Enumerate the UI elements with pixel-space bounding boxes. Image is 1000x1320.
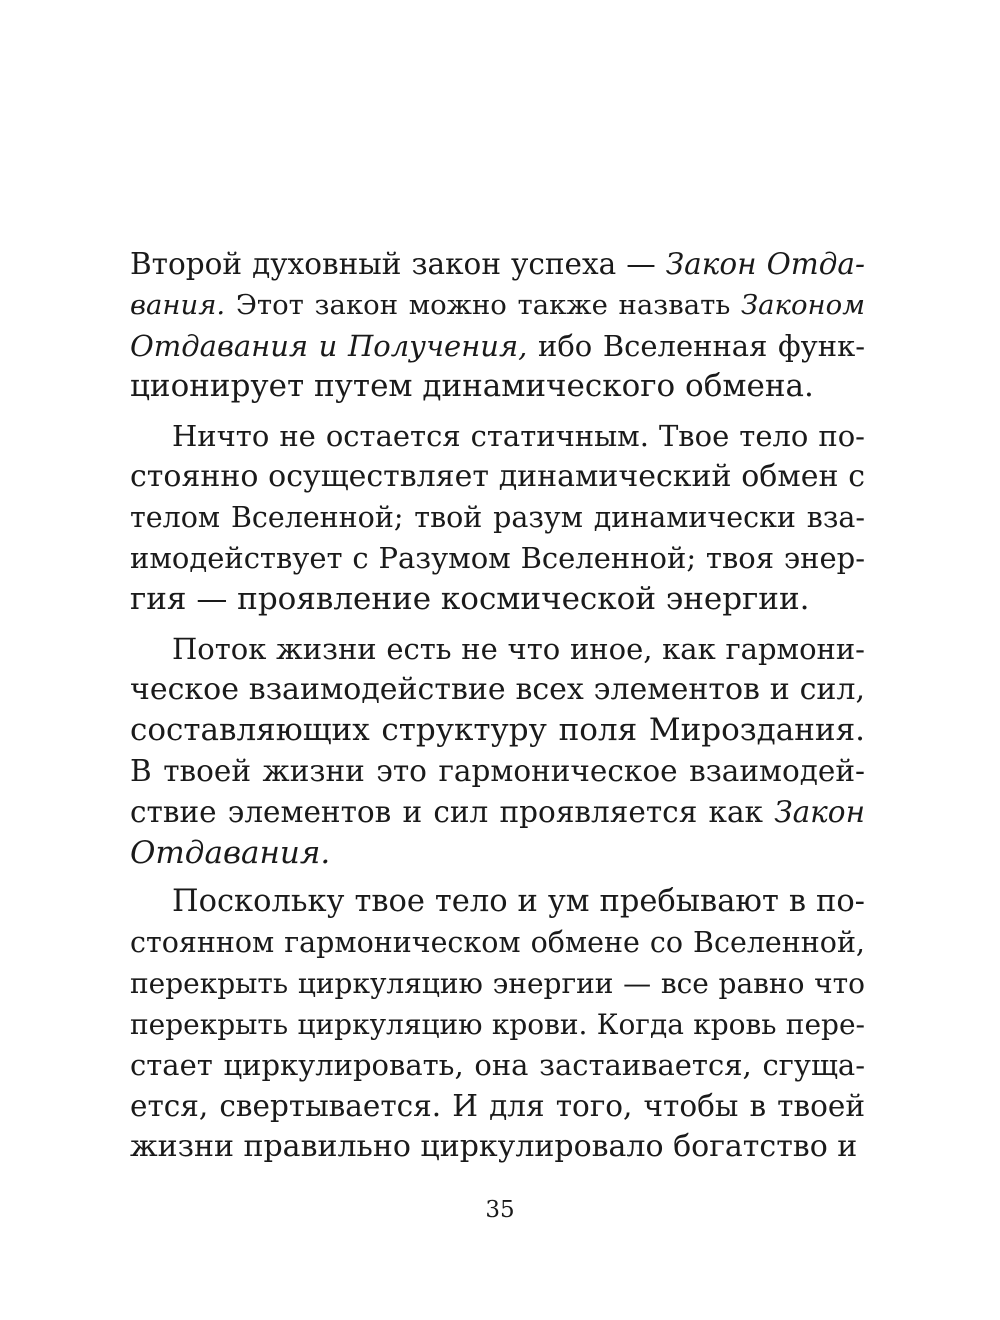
text-run: Этот закон можно также назвать xyxy=(225,288,742,321)
text-run: стоянно осуществляет динамический обмен с xyxy=(130,458,865,494)
text-line xyxy=(130,710,865,751)
text-line xyxy=(130,1005,865,1046)
text-run: гия — проявление космической энергии. xyxy=(130,581,810,617)
text-line xyxy=(130,670,865,711)
italic-term: вания. xyxy=(130,288,226,321)
text-line xyxy=(130,244,865,285)
text-line xyxy=(130,833,865,874)
text-run: стает циркулировать, она застаивается, сгуща- xyxy=(130,1048,865,1083)
text-run: Поскольку твое тело и ум пребывают в по- xyxy=(172,884,865,920)
paragraph-2 xyxy=(130,416,865,620)
text-run: В твоей жизни это гармоническое взаимодей- xyxy=(130,754,865,788)
text-line xyxy=(130,792,865,833)
text-line xyxy=(130,498,865,539)
text-line xyxy=(130,629,865,670)
italic-term: Закон xyxy=(774,794,865,829)
paragraph-gap xyxy=(130,873,865,882)
text-line xyxy=(130,326,865,367)
text-run: Поток жизни есть не что иное, как гармони- xyxy=(172,631,865,666)
italic-term: Отдавания и Получения, xyxy=(130,328,528,363)
paragraph-4 xyxy=(130,882,865,1167)
text-line xyxy=(130,366,865,407)
text-line xyxy=(130,538,865,579)
text-line xyxy=(130,882,865,923)
text-run: ибо Вселенная функ- xyxy=(527,328,865,363)
paragraph-gap xyxy=(130,407,865,416)
body-text xyxy=(130,244,865,1168)
text-run: стоянном гармоническом обмене со Вселенной, xyxy=(130,926,865,959)
text-run: ется, свертывается. И для того, чтобы в твоей xyxy=(130,1089,865,1123)
italic-term: Законом xyxy=(741,288,865,321)
text-line xyxy=(130,1086,865,1127)
text-line xyxy=(130,457,865,498)
text-line xyxy=(130,1127,865,1168)
text-run: имодействует с Разумом Вселенной; твоя энер- xyxy=(130,541,865,576)
text-run: ционирует путем динамического обмена. xyxy=(130,368,814,405)
text-run: жизни правильно циркулировало богатство и xyxy=(130,1128,858,1164)
italic-term: Отдавания. xyxy=(130,834,331,871)
text-line xyxy=(130,1045,865,1086)
paragraph-1 xyxy=(130,244,865,407)
paragraph-gap xyxy=(130,620,865,629)
paragraph-3 xyxy=(130,629,865,874)
page-number: 35 xyxy=(485,1197,515,1223)
text-run: Ничто не остается статичным. Твое тело по- xyxy=(172,419,865,453)
text-line xyxy=(130,751,865,792)
italic-term: Закон Отда- xyxy=(665,247,865,281)
text-run: телом Вселенной; твой разум динамически вза- xyxy=(130,500,865,534)
text-run: Второй духовный закон успеха — xyxy=(130,247,666,281)
text-run: перекрыть циркуляцию крови. Когда кровь пере- xyxy=(130,1007,865,1041)
text-line xyxy=(130,964,865,1005)
text-run: ческое взаимодействие всех элементов и сил, xyxy=(130,671,865,707)
text-line xyxy=(130,579,865,620)
text-run: ствие элементов и сил проявляется как xyxy=(130,794,775,829)
text-run: составляющих структуру поля Мироздания. xyxy=(130,712,865,749)
text-line xyxy=(130,416,865,457)
text-run: перекрыть циркуляцию энергии — все равно что xyxy=(130,966,865,1000)
text-line xyxy=(130,923,865,964)
text-line xyxy=(130,285,865,326)
